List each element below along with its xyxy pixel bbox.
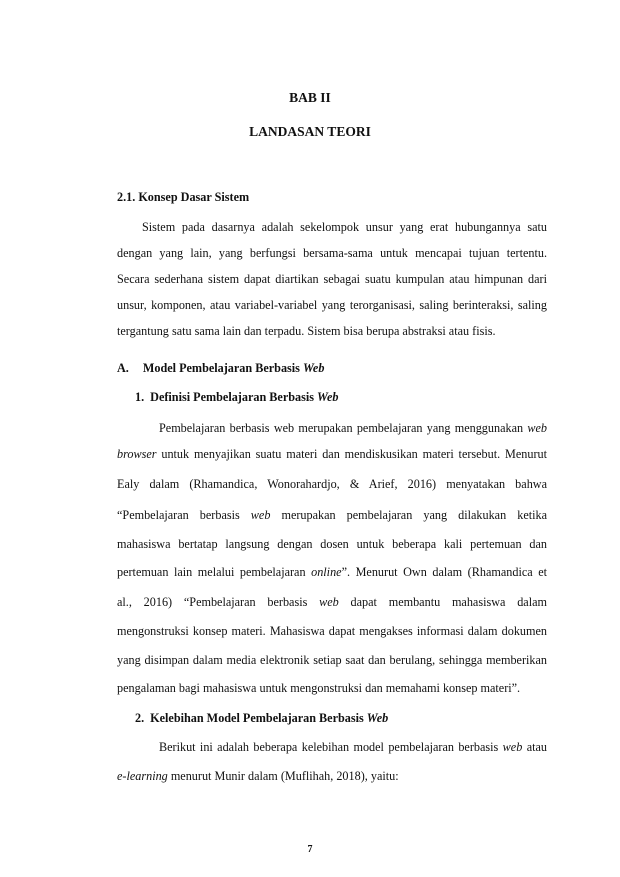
para2-line-7 (117, 594, 547, 610)
subheading-a-text: Model Pembelajaran Berbasis (142, 361, 303, 375)
para2-line-5: mahasiswa bertatap langsung dengan dosen untuk beberapa kali pertemuan dan (117, 537, 547, 551)
para1-line-2: dengan yang lain, yang berfungsi bersama-sama untuk mencapai tujuan tertentu. (117, 246, 547, 260)
page-number: 7 (307, 844, 313, 855)
subheading-a-em: Web (302, 361, 325, 375)
subheading-1-number: 1. (135, 390, 145, 404)
para2-line-6 (117, 564, 547, 580)
para3-line-2-em: e-learning (117, 769, 168, 783)
chapter-number: BAB II (289, 90, 331, 105)
para2-line-2-text: untuk menyajikan suatu materi dan mendiskusikan materi tersebut. Menurut (156, 447, 547, 461)
para3-line-1-text-a: Berikut ini adalah beberapa kelebihan model pembelajaran berbasis (159, 740, 503, 754)
para2-line-10: pengalaman bagi mahasiswa untuk mengonstruksi dan memahami konsep materi”. (117, 681, 521, 695)
subheading-2-text: Kelebihan Model Pembelajaran Berbasis (150, 711, 367, 725)
subheading-2 (135, 710, 388, 726)
para2-line-7-text-b: dapat membantu mahasiswa dalam (338, 595, 547, 609)
para3-line-1-text-b: atau (522, 740, 547, 754)
subheading-1-em: Web (317, 390, 339, 404)
para2-line-6-em: online (311, 565, 342, 579)
para2-line-2-em: browser (117, 447, 157, 461)
subheading-1 (135, 389, 338, 405)
para2-line-7-em: web (319, 595, 339, 609)
para2-line-6-text-a: pertemuan lain melalui pembelajaran (117, 565, 312, 579)
para2-line-1-em: web (527, 421, 547, 435)
para2-line-3: Ealy dalam (Rhamandica, Wonorahardjo, & Arief, 2016) menyatakan bahwa (117, 477, 547, 491)
subheading-2-number: 2. (135, 711, 145, 725)
para2-line-1-text: Pembelajaran berbasis web merupakan pembelajaran yang menggunakan (159, 421, 528, 435)
para3-line-2 (117, 768, 399, 784)
para1-line-5: tergantung satu sama lain dan terpadu. Sistem bisa berupa abstraksi atau fisis. (117, 324, 496, 338)
para2-line-9: yang disimpan dalam media elektronik setiap saat dan berulang, sehingga memberikan (117, 653, 547, 667)
para3-line-2-text: menurut Munir dalam (Muflihah, 2018), yaitu: (167, 769, 399, 783)
para2-line-1 (159, 420, 547, 436)
para2-line-7-text-a: al., 2016) “Pembelajaran berbasis (117, 595, 320, 609)
subheading-a-number: A. (117, 361, 129, 375)
section-heading: 2.1. Konsep Dasar Sistem (117, 190, 250, 204)
para1-line-3: Secara sederhana sistem dapat diartikan sebagai suatu kumpulan atau himpunan dari (117, 272, 547, 286)
para2-line-8: mengonstruksi konsep materi. Mahasiswa dapat mengakses informasi dalam dokumen (117, 624, 547, 638)
para2-line-4-text-a: “Pembelajaran berbasis (117, 508, 251, 522)
chapter-title: LANDASAN TEORI (249, 124, 371, 139)
para2-line-6-text-b: ”. Menurut Own dalam (Rhamandica et (341, 565, 548, 579)
para1-line-1: Sistem pada dasarnya adalah sekelompok unsur yang erat hubungannya satu (142, 220, 547, 234)
para2-line-4-em: web (250, 508, 271, 522)
para2-line-4 (117, 507, 547, 523)
para2-line-2 (117, 446, 547, 462)
para1-line-4: unsur, komponen, atau variabel-variabel yang terorganisasi, saling berinteraksi, saling (117, 298, 547, 312)
para2-line-4-text-b: merupakan pembelajaran yang dilakukan ketika (270, 508, 547, 522)
subheading-a (117, 360, 324, 376)
para3-line-1-em: web (502, 740, 523, 754)
para3-line-1 (159, 739, 547, 755)
subheading-1-text: Definisi Pembelajaran Berbasis (150, 390, 318, 404)
subheading-2-em: Web (366, 711, 389, 725)
